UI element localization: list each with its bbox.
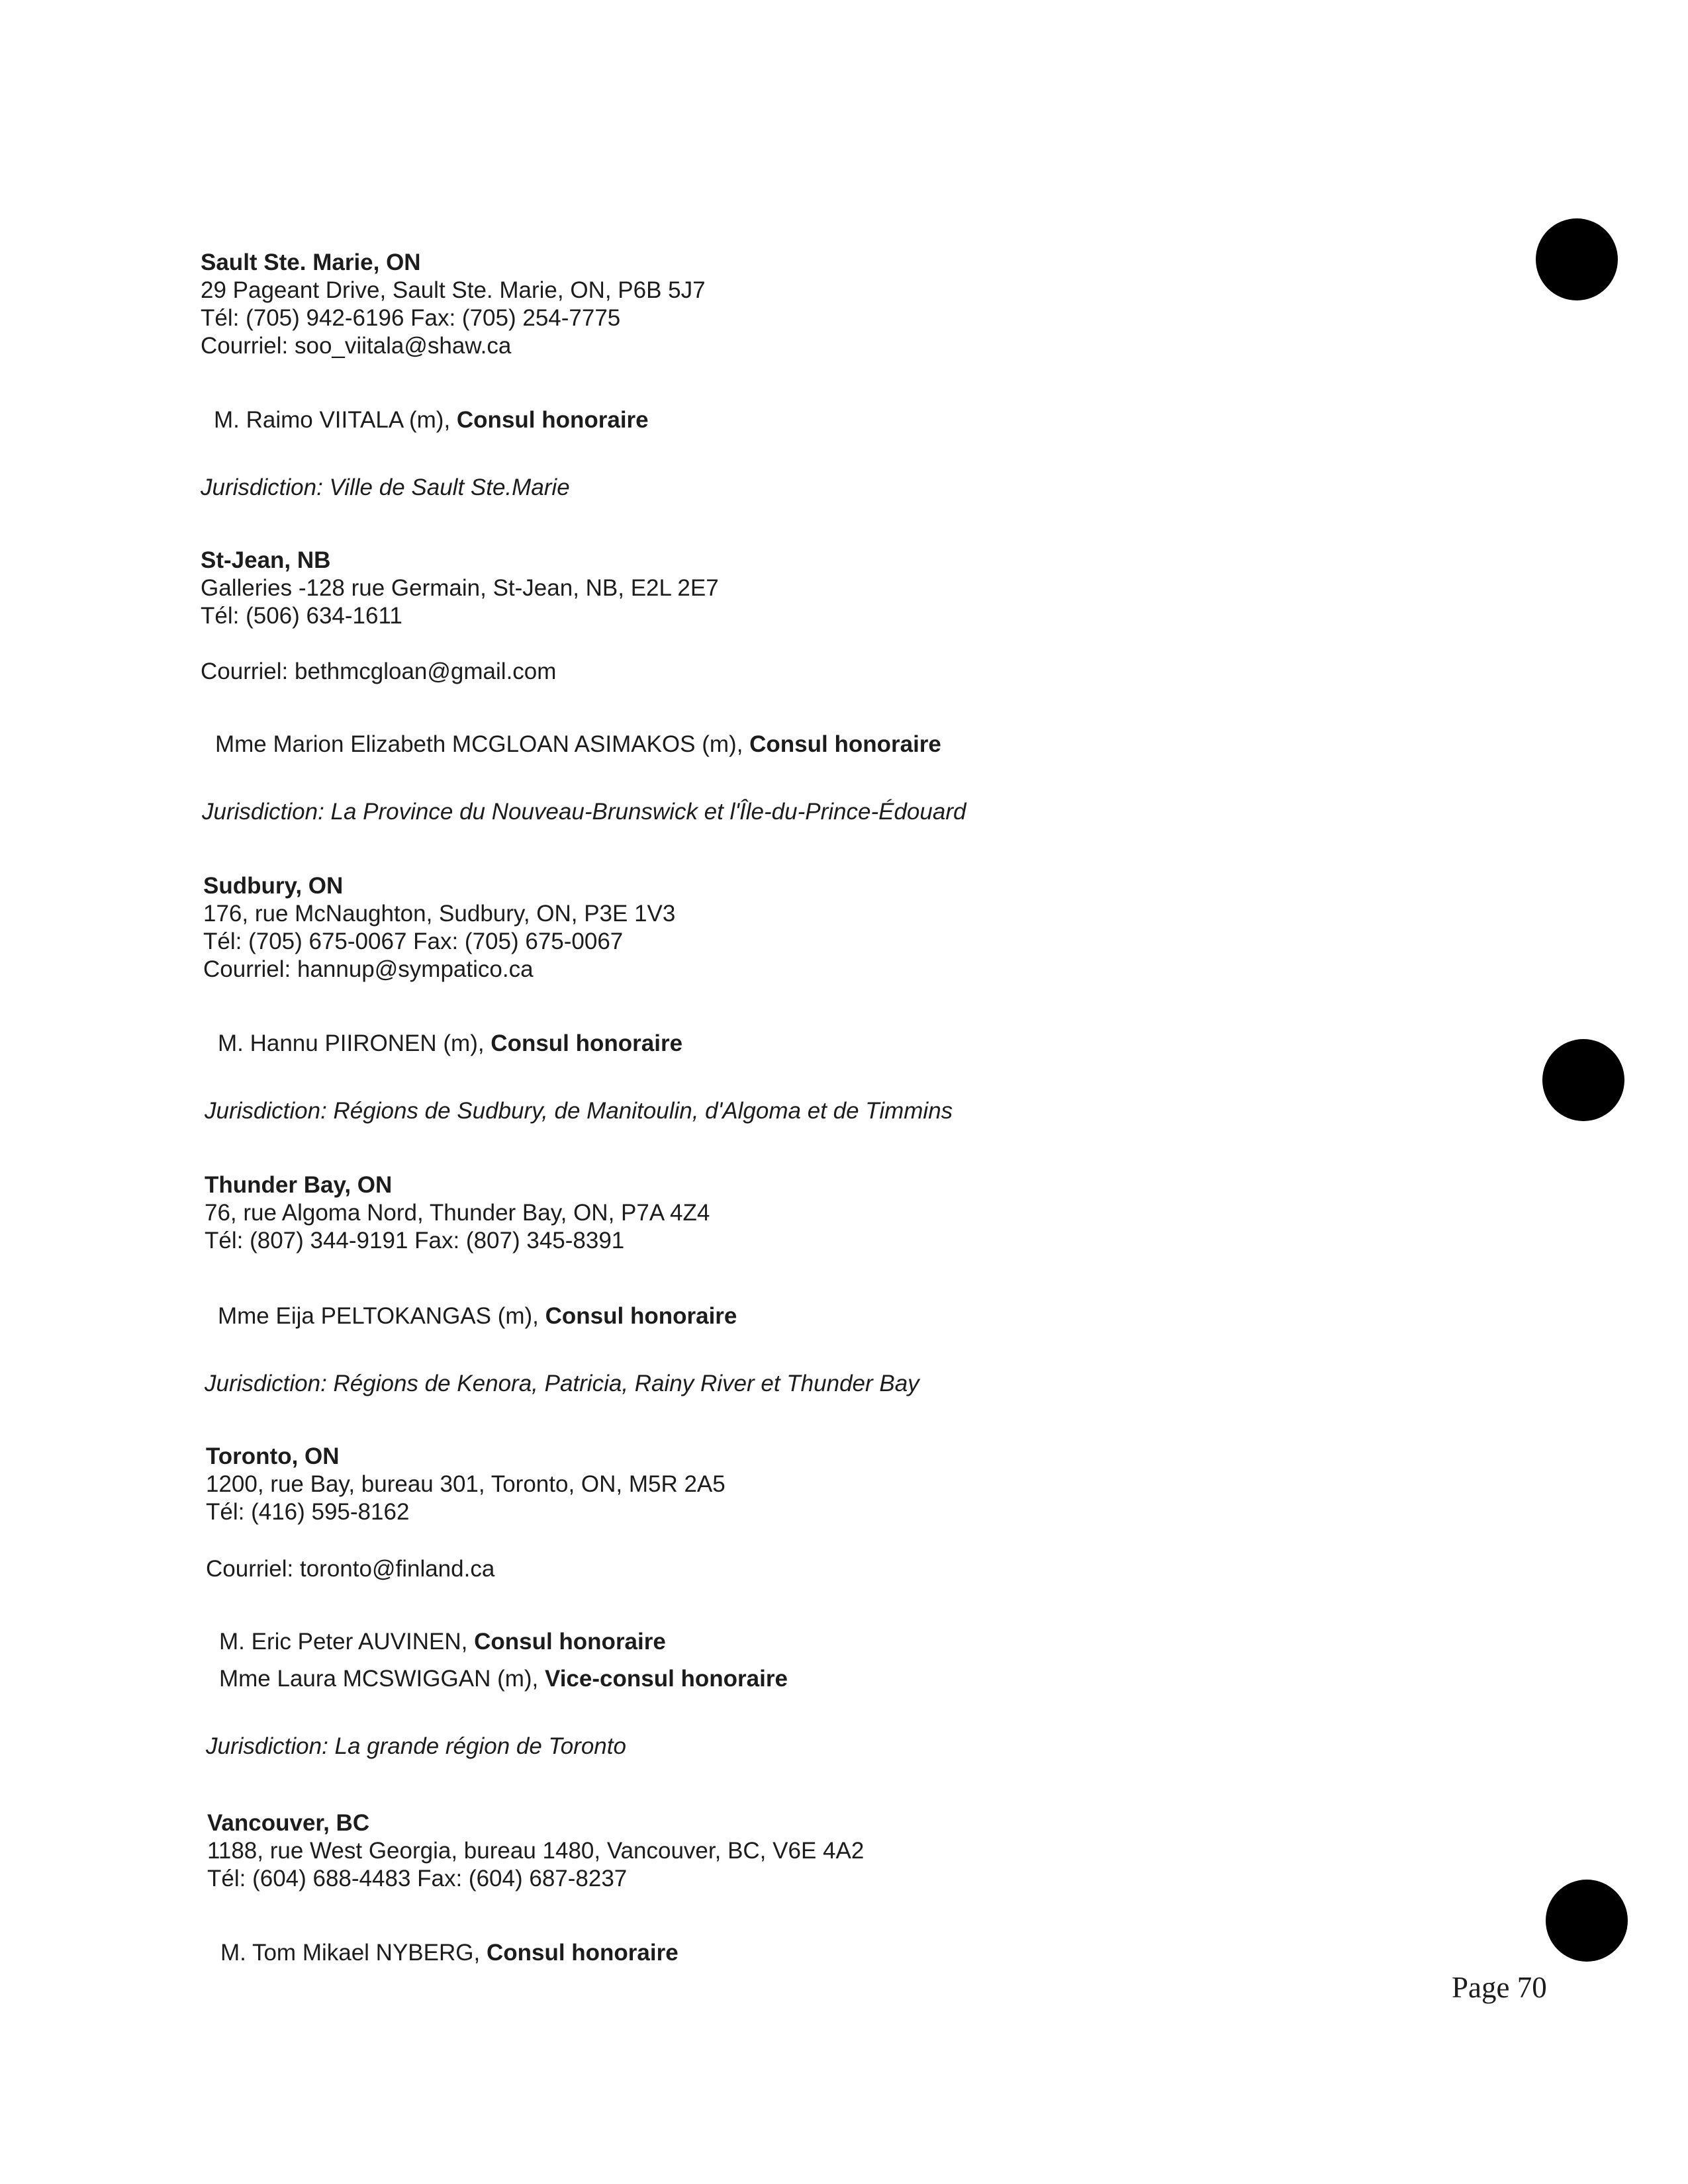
official — [219, 1665, 788, 1693]
city-heading: Vancouver, BC — [207, 1810, 370, 1836]
punch-hole-bottom — [1546, 1880, 1628, 1962]
official-name: M. Raimo VIITALA (m), — [214, 407, 457, 433]
official-name: M. Tom Mikael NYBERG, — [220, 1940, 487, 1966]
phone-fax: Tél: (506) 634-1611 — [201, 603, 402, 629]
official-title: Vice-consul honoraire — [544, 1666, 788, 1692]
official-title: Consul honoraire — [545, 1303, 737, 1329]
jurisdiction: Jurisdiction: La grande région de Toronto — [206, 1733, 626, 1759]
city-heading: Toronto, ON — [206, 1443, 340, 1469]
official — [218, 1030, 682, 1058]
city-heading: Thunder Bay, ON — [205, 1172, 393, 1198]
address: 76, rue Algoma Nord, Thunder Bay, ON, P7A 4Z4 — [205, 1200, 710, 1226]
official-name: M. Hannu PIIRONEN (m), — [218, 1030, 491, 1056]
official-title: Consul honoraire — [491, 1030, 683, 1056]
city-heading: Sault Ste. Marie, ON — [201, 250, 421, 275]
official-title: Consul honoraire — [486, 1940, 679, 1966]
official-name: M. Eric Peter AUVINEN, — [219, 1629, 475, 1655]
punch-hole-top — [1536, 218, 1618, 300]
official-title: Consul honoraire — [456, 407, 649, 433]
official-title: Consul honoraire — [474, 1629, 666, 1655]
official-name: Mme Laura MCSWIGGAN (m), — [219, 1666, 545, 1692]
phone-fax: Tél: (705) 675-0067 Fax: (705) 675-0067 — [203, 929, 624, 954]
official — [219, 1628, 666, 1656]
jurisdiction: Jurisdiction: La Province du Nouveau-Brunswick et l'Île-du-Prince-Édouard — [202, 799, 966, 825]
phone-fax: Tél: (807) 344-9191 Fax: (807) 345-8391 — [205, 1228, 625, 1253]
official — [214, 406, 649, 434]
jurisdiction: Jurisdiction: Régions de Sudbury, de Manitoulin, d'Algoma et de Timmins — [205, 1098, 953, 1124]
email: Courriel: soo_viitala@shaw.ca — [201, 333, 512, 359]
official — [220, 1939, 679, 1967]
official — [215, 731, 941, 758]
email: Courriel: bethmcgloan@gmail.com — [201, 659, 557, 684]
jurisdiction: Jurisdiction: Régions de Kenora, Patricia, Rainy River et Thunder Bay — [205, 1371, 919, 1396]
address: Galleries -128 rue Germain, St-Jean, NB, E2L 2E7 — [201, 575, 719, 601]
email: Courriel: hannup@sympatico.ca — [203, 956, 534, 982]
phone-fax: Tél: (416) 595-8162 — [206, 1499, 410, 1525]
phone-fax: Tél: (604) 688-4483 Fax: (604) 687-8237 — [207, 1866, 628, 1891]
phone-fax: Tél: (705) 942-6196 Fax: (705) 254-7775 — [201, 305, 621, 331]
official — [218, 1302, 737, 1330]
official-name: Mme Marion Elizabeth MCGLOAN ASIMAKOS (m), — [215, 731, 750, 757]
city-heading: St-Jean, NB — [201, 547, 331, 573]
official-title: Consul honoraire — [749, 731, 941, 757]
official-name: Mme Eija PELTOKANGAS (m), — [218, 1303, 545, 1329]
jurisdiction: Jurisdiction: Ville de Sault Ste.Marie — [201, 475, 570, 500]
email: Courriel: toronto@finland.ca — [206, 1556, 495, 1582]
address: 29 Pageant Drive, Sault Ste. Marie, ON, P6B 5J7 — [201, 277, 706, 303]
page-number: Page 70 — [1452, 1971, 1547, 2004]
address: 1188, rue West Georgia, bureau 1480, Vancouver, BC, V6E 4A2 — [207, 1838, 865, 1864]
address: 176, rue McNaughton, Sudbury, ON, P3E 1V3 — [203, 901, 676, 927]
city-heading: Sudbury, ON — [203, 873, 344, 899]
punch-hole-middle — [1542, 1039, 1624, 1121]
address: 1200, rue Bay, bureau 301, Toronto, ON, M5R 2A5 — [206, 1471, 726, 1497]
